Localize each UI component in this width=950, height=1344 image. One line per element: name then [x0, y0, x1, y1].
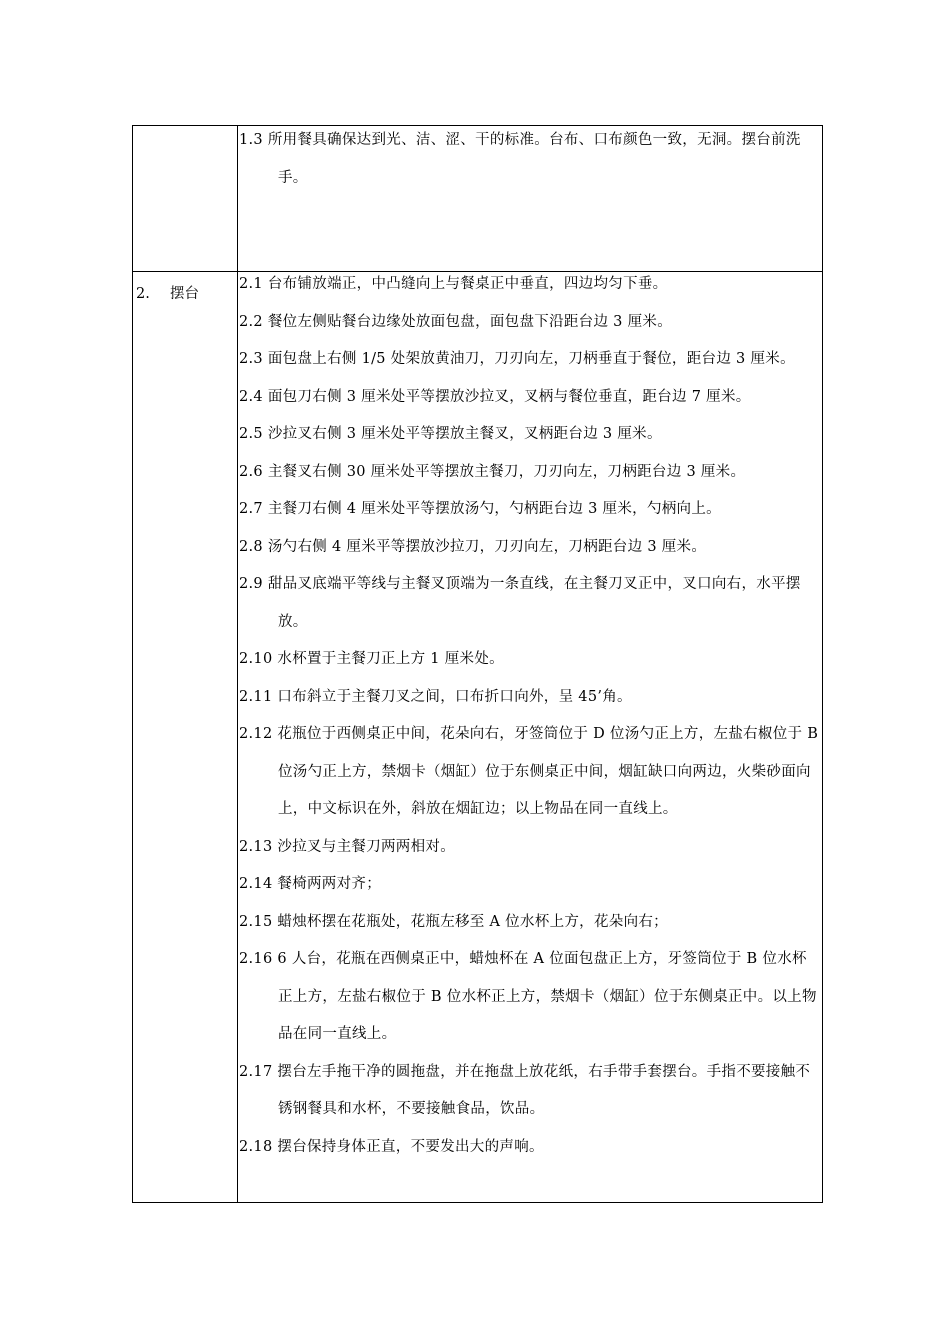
list-item: 2.8 汤勺右侧 4 厘米平等摆放沙拉刀，刀刃向左，刀柄距台边 3 厘米。: [239, 538, 707, 555]
list-item: 2.5 沙拉叉右侧 3 厘米处平等摆放主餐叉，叉柄距台边 3 厘米。: [239, 426, 662, 442]
list-item: 2.14 餐椅两两对齐；: [239, 876, 381, 892]
list-item: 2.2 餐位左侧贴餐台边缘处放面包盘，面包盘下沿距台边 3 厘米。: [239, 313, 673, 330]
section-number: 2.: [136, 286, 150, 302]
item-list: [238, 122, 822, 197]
list-item: 2.4 面包刀右侧 3 厘米处平等摆放沙拉叉，叉柄与餐位垂直，距台边 7 厘米。: [239, 388, 751, 405]
list-item: 2.12 花瓶位于西侧桌正中间，花朵向右，牙签筒位于 D 位汤勺正上方，左盐右椒位于 B 位汤勺正上方，禁烟卡（烟缸）位于东侧桌正中间，烟缸缺口向两边，火柴砂面向上，中文标识在外，斜放在烟缸边；以上物品在同一直线上。: [239, 726, 819, 817]
list-item: 2.10 水杯置于主餐刀正上方 1 厘米处。: [239, 651, 504, 667]
list-item: 2.1 台布铺放端正，中凸缝向上与餐桌正中垂直，四边均匀下垂。: [239, 276, 668, 292]
list-item: 2.18 摆台保持身体正直，不要发出大的声响。: [239, 1138, 544, 1155]
list-item: 2.17 摆台左手拖干净的圆拖盘，并在拖盘上放花纸，右手带手套摆台。手指不要接触不锈钢餐具和水杯，不要接触食品，饮品。: [239, 1063, 811, 1117]
section-label-cell: [133, 272, 238, 1203]
section-heading: [133, 272, 237, 303]
list-item: 2.7 主餐刀右侧 4 厘米处平等摆放汤勺，勺柄距台边 3 厘米，勺柄向上。: [239, 501, 721, 517]
list-item: 2.16 6 人台，花瓶在西侧桌正中，蜡烛杯在 A 位面包盘正上方，牙签筒位于 B 位水杯正上方，左盐右椒位于 B 位水杯正上方，禁烟卡（烟缸）位于东侧桌正中。以上物品在同一直线上。: [239, 951, 817, 1042]
list-item: 2.15 蜡烛杯摆在花瓶处，花瓶左移至 A 位水杯上方，花朵向右；: [239, 913, 668, 930]
procedure-table: [132, 125, 823, 1203]
list-item: 2.11 口布斜立于主餐刀叉之间，口布折口向外，呈 45’角。: [239, 688, 632, 705]
list-item: 2.3 面包盘上右侧 1/5 处架放黄油刀，刀刃向左，刀柄垂直于餐位，距台边 3 厘米。: [239, 351, 795, 367]
item-list: [238, 266, 822, 1166]
table-row: [133, 126, 823, 272]
section-content-cell: [238, 126, 823, 272]
section-label-cell: [133, 126, 238, 272]
table-row: [133, 272, 823, 1203]
section-content-cell: [238, 272, 823, 1203]
list-item: 2.6 主餐叉右侧 30 厘米处平等摆放主餐刀，刀刃向左，刀柄距台边 3 厘米。: [239, 463, 746, 480]
list-item: 1.3 所用餐具确保达到光、洁、涩、干的标准。台布、口布颜色一致，无洞。摆台前洗手。: [239, 132, 801, 186]
list-item: 2.9 甜品叉底端平等线与主餐叉顶端为一条直线，在主餐刀叉正中，叉口向右，水平摆放。: [239, 576, 801, 630]
list-item: 2.13 沙拉叉与主餐刀两两相对。: [239, 838, 455, 855]
section-title: 摆台: [170, 286, 199, 302]
